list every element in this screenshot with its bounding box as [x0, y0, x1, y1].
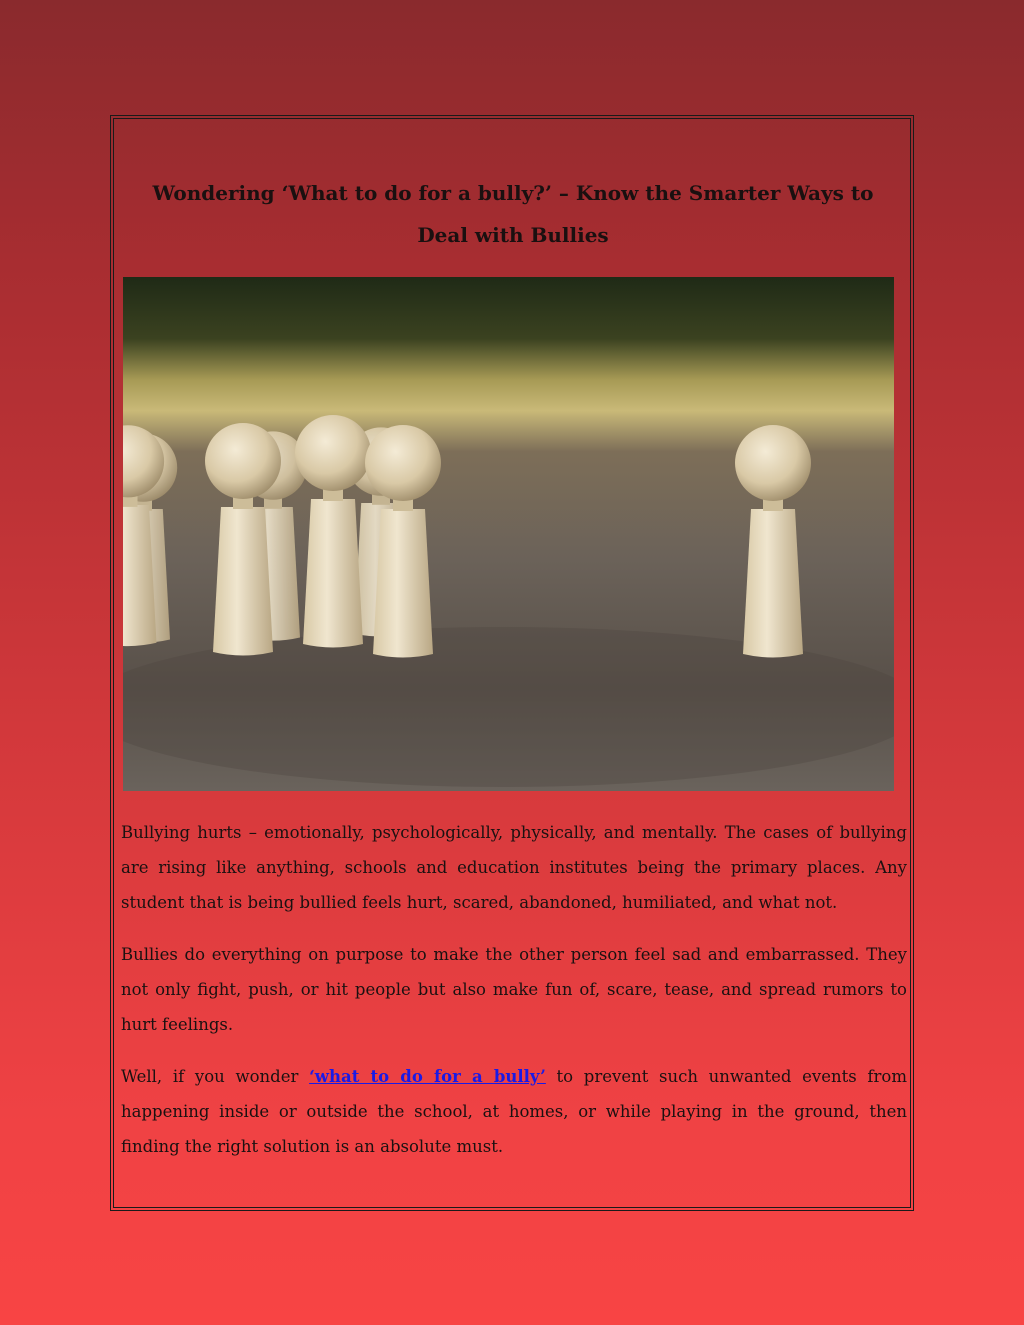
article-photo — [123, 277, 894, 791]
paragraph-solution-tail: to prevent such unwanted events from happening inside or outside the school, at homes, or while playing in the ground, then finding the right solution is an absolute must. — [121, 1067, 907, 1156]
page-title: Wondering ‘What to do for a bully?’ – Know the Smarter Ways to Deal with Bullies — [152, 181, 874, 247]
what-to-do-for-a-bully-link[interactable]: ‘what to do for a bully’ — [309, 1067, 546, 1086]
paragraph-bullies: Bullies do everything on purpose to make the other person feel sad and embarrassed. They not only fight, push, or hit people but also make fun of, scare, tease, and spread rumors to hurt feelings. — [121, 945, 907, 1034]
paragraph-solution — [121, 1059, 907, 1164]
article-body — [121, 815, 907, 1181]
paragraph-solution-lead: Well, if you wonder — [121, 1067, 310, 1086]
paragraph-intro: Bullying hurts – emotionally, psychologically, physically, and mentally. The cases of bullying are rising like anything, schools and education institutes being the primary places. Any student that is being bullied feels hurt, scared, abandoned, humiliated, and what not. — [121, 823, 907, 912]
